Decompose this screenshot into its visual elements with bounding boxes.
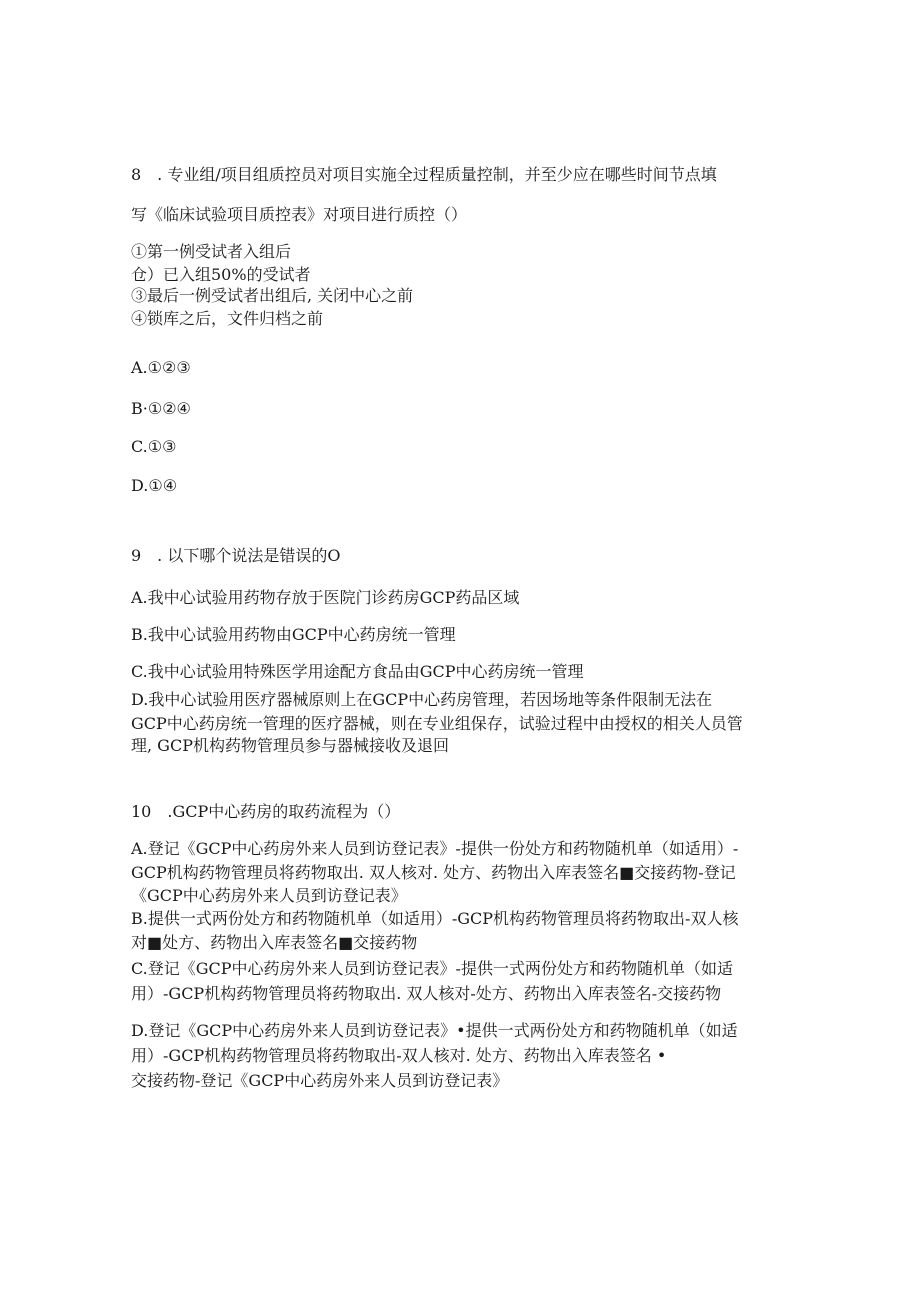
q8-option-a: A.①②③ xyxy=(131,358,191,377)
q10-option-d-line1: D.登记《GCP中心药房外来人员到访登记表》•提供一式两份处方和药物随机单（如适 xyxy=(131,1021,738,1040)
q9-option-a: A.我中心试验用药物存放于医院门诊药房GCP药品区域 xyxy=(131,588,520,607)
q8-item-1: ①第一例受试者入组后 xyxy=(131,242,292,261)
q8-item-3: ③最后一例受试者出组后, 关闭中心之前 xyxy=(131,286,414,305)
q10-option-a-line1: A.登记《GCP中心药房外来人员到访登记表》-提供一份处方和药物随机单（如适用）- xyxy=(131,839,739,858)
q10-option-b-line1: B.提供一式两份处方和药物随机单（如适用）-GCP机构药物管理员将药物取出-双人核 xyxy=(131,909,739,928)
q10-option-d-line2: 用）-GCP机构药物管理员将药物取出-双人核对. 处方、药物出入库表签名 • xyxy=(131,1046,667,1065)
q10-option-c-line1: C.登记《GCP中心药房外来人员到访登记表》-提供一式两份处方和药物随机单（如适 xyxy=(131,959,733,978)
q8-item-2: 仓）已入组50%的受试者 xyxy=(131,265,311,284)
q10-option-b-line2: 对■处方、药物出入库表签名■交接药物 xyxy=(131,933,418,952)
q8-title-line1: 8 . 专业组/项目组质控员对项目实施全过程质量控制，并至少应在哪些时间节点填 xyxy=(131,165,717,184)
q10-title: 10 .GCP中心药房的取药流程为（） xyxy=(131,802,401,821)
q8-title-line2: 写《临床试验项目质控表》对项目进行质控（） xyxy=(131,205,468,224)
q10-option-a-line2: GCP机构药物管理员将药物取出. 双人核对. 处方、药物出入库表签名■交接药物-登记 xyxy=(131,863,736,882)
q10-option-d-line3: 交接药物-登记《GCP中心药房外来人员到访登记表》 xyxy=(131,1071,509,1090)
q9-option-b: B.我中心试验用药物由GCP中心药房统一管理 xyxy=(131,625,456,644)
q9-option-d-line2: GCP中心药房统一管理的医疗器械，则在专业组保存，试验过程中由授权的相关人员管 xyxy=(131,714,743,733)
q10-option-a-line3: 《GCP中心药房外来人员到访登记表》 xyxy=(131,886,407,905)
q8-option-d: D.①④ xyxy=(131,476,178,495)
q8-option-c: C.①③ xyxy=(131,437,177,456)
q9-title: 9 . 以下哪个说法是错误的O xyxy=(131,546,341,565)
q8-item-4: ④锁库之后，文件归档之前 xyxy=(131,309,324,328)
q9-option-c: C.我中心试验用特殊医学用途配方食品由GCP中心药房统一管理 xyxy=(131,662,584,681)
q9-option-d-line3: 理, GCP机构药物管理员参与器械接收及退回 xyxy=(131,736,449,755)
q10-option-c-line2: 用）-GCP机构药物管理员将药物取出. 双人核对-处方、药物出入库表签名-交接药物 xyxy=(131,984,722,1003)
q8-option-b: B·①②④ xyxy=(131,399,191,418)
q9-option-d-line1: D.我中心试验用医疗器械原则上在GCP中心药房管理，若因场地等条件限制无法在 xyxy=(131,690,713,709)
